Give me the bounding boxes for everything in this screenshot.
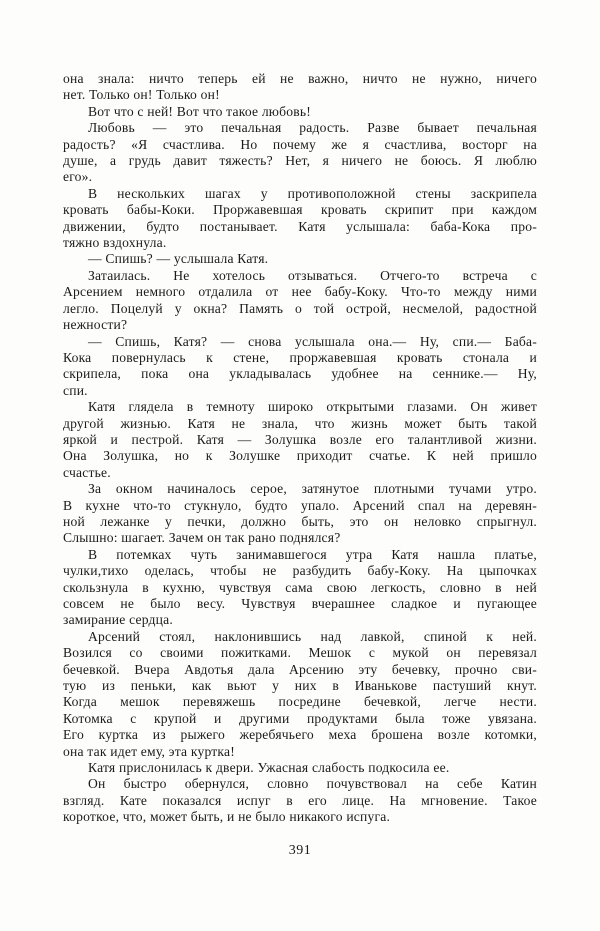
paragraph	[63, 120, 537, 186]
text-line: Когда мешок перевяжешь посредине бечевкой, легче нести.	[63, 694, 537, 710]
paragraph	[63, 334, 537, 400]
text-line: Слышно: шагает. Зачем он так рано поднялся?	[63, 530, 341, 546]
paragraph	[63, 629, 537, 760]
paragraph	[63, 776, 537, 825]
text-line: Любовь — это печальная радость. Разве бывает печальная	[88, 120, 537, 136]
text-line: В потемках чуть занимавшегося утра Катя нашла платье,	[88, 546, 537, 562]
text-line: спи.	[63, 382, 88, 398]
text-line: счастье.	[63, 464, 111, 480]
text-line: Вот что с ней! Вот что такое любовь!	[88, 103, 312, 119]
text-line: Арсением немного отдалила от нее бабу-Коку. Что-то между ними	[63, 284, 537, 300]
text-line: — Спишь, Катя? — снова услышала она.— Ну, спи.— Баба-	[88, 333, 537, 349]
paragraph	[63, 104, 537, 120]
text-line: легло. Поцелуй у окна? Память о той острой, несмелой, радостной	[63, 300, 537, 316]
text-line: В нескольких шагах у противоположной стены заскрипела	[88, 185, 537, 201]
text-line: Арсений стоял, наклонившись над лавкой, спиной к ней.	[88, 628, 537, 644]
text-line: душе, а грудь давит тяжесть? Нет, я ничего не боюсь. Я люблю	[63, 153, 537, 169]
text-line: взгляд. Кате показался испуг в его лице. На мгновение. Такое	[63, 792, 537, 808]
paragraph	[63, 251, 537, 267]
paragraph	[63, 547, 537, 629]
text-line: радость? «Я счастлива. Но почему же я счастлива, восторг на	[63, 136, 537, 152]
text-line: движении, будто постанывает. Катя услышала: баба-Кока про-	[63, 218, 537, 234]
text-line: она знала: ничто теперь ей не важно, ничто не нужно, ничего	[63, 71, 537, 86]
paragraph	[63, 186, 537, 252]
text-line: другой жизнью. Катя не знала, что жизнь может быть такой	[63, 415, 537, 431]
text-line: его».	[63, 169, 93, 185]
text-line: нет. Только он! Только он!	[63, 87, 220, 103]
text-line: Катя прислонилась к двери. Ужасная слабость подкосила ее.	[88, 760, 450, 776]
text-line: совсем не было весу. Чувствуя вчерашнее сладкое и пугающее	[63, 596, 537, 611]
text-line: За окном начиналось серое, затянутое плотными тучами утро.	[88, 481, 537, 497]
text-line: Затаилась. Не хотелось отзываться. Отчего-то встреча с	[88, 267, 537, 283]
paragraph	[63, 760, 537, 776]
text-line: замирание сердца.	[63, 612, 173, 628]
text-line: яркой и пестрой. Катя — Золушка возле его талантливой жизни.	[63, 431, 537, 447]
text-line: тяжно вздохнула.	[63, 235, 167, 251]
text-line: бечевкой. Вчера Авдотья дала Арсению эту бечевку, прочно сви-	[63, 661, 537, 677]
page-content	[63, 71, 537, 859]
text-line: она так идет ему, эта куртка!	[63, 743, 235, 759]
text-line: тую из пеньки, как вьют у них в Иванькове пастуший кнут.	[63, 678, 537, 694]
text-line: скрипела, пока она укладывалась удобнее на сеннике.— Ну,	[63, 366, 537, 382]
text-line: кровать бабы-Коки. Проржавевшая кровать скрипит при каждом	[63, 202, 537, 218]
text-line: Она Золушка, но к Золушке приходит счатье. К ней пришло	[63, 448, 537, 464]
text-line: В кухне что-то стукнуло, будто упало. Арсений спал на деревян-	[63, 497, 537, 513]
text-line: чулки,тихо оделась, чтобы не разбудить бабу-Коку. На цыпочках	[63, 563, 537, 579]
text-line: короткое, что, может быть, и не было никакого испуга.	[63, 809, 391, 825]
text-line: Кока повернулась к стене, проржавевшая кровать стонала и	[63, 349, 537, 365]
text-line: ной лежанке у печки, должно быть, это он неловко спрыгнул.	[63, 513, 537, 529]
text-line: Он быстро обернулся, словно почувствовал на себе Катин	[88, 776, 537, 792]
text-line: Его куртка из рыжего жеребячьего меха брошена возле котомки,	[63, 727, 537, 743]
text-line: скользнула в кухню, чувствуя сама свою легкость, словно в ней	[63, 579, 537, 595]
page-text	[63, 71, 537, 826]
text-line: — Спишь? — услышала Катя.	[88, 251, 269, 267]
paragraph	[63, 268, 537, 334]
paragraph	[63, 71, 537, 104]
text-line: нежности?	[63, 317, 128, 333]
text-line: Катя глядела в темноту широко открытыми глазами. Он живет	[88, 399, 537, 415]
paragraph	[63, 399, 537, 481]
page-number: 391	[288, 842, 312, 858]
paragraph	[63, 481, 537, 547]
text-line: Возился со своими пожитками. Мешок с мукой он перевязал	[63, 645, 537, 661]
text-line: Котомка с крупой и другими продуктами была тоже увязана.	[63, 710, 537, 726]
